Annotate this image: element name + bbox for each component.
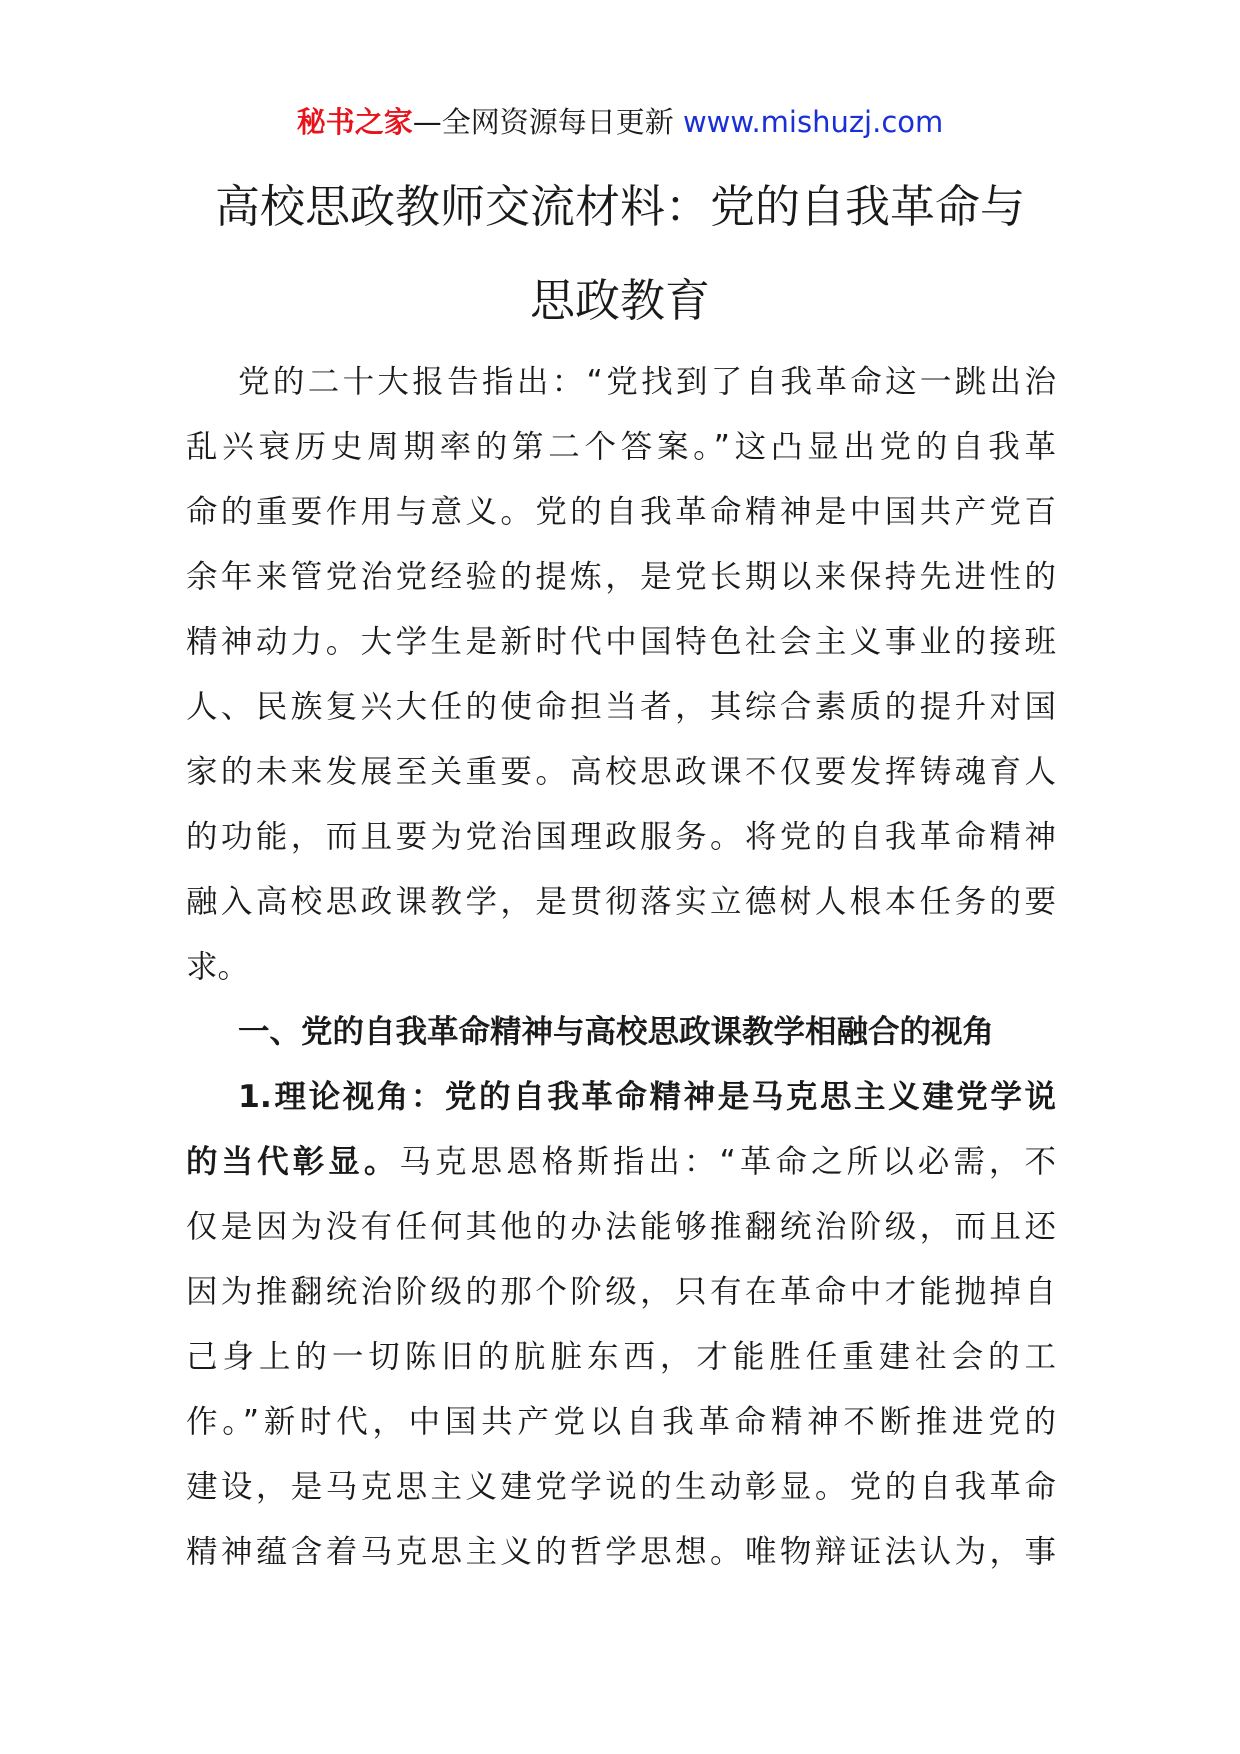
paragraph-line: 求。 <box>186 949 250 985</box>
subheading-line: 1.理论视角：党的自我革命精神是马克思主义建党学说 <box>238 1079 1056 1115</box>
site-header <box>0 100 1240 144</box>
site-url-link[interactable]: www.mishuzj.com <box>682 105 944 139</box>
paragraph-text: 马克思恩格斯指出：“革命之所以必需，不 <box>399 1144 1056 1180</box>
paragraph-line: 仅是因为没有任何其他的办法能够推翻统治阶级，而且还 <box>186 1209 1056 1245</box>
document-title <box>160 160 1080 348</box>
site-tagline: —全网资源每日更新 <box>412 105 683 139</box>
paragraph-line-mixed <box>186 1130 1056 1195</box>
title-line-2: 思政教育 <box>529 274 710 327</box>
site-brand: 秘书之家 <box>296 105 413 139</box>
paragraph-line: 精神蕴含着马克思主义的哲学思想。唯物辩证法认为，事 <box>186 1534 1056 1570</box>
paragraph-theory <box>186 1065 1056 1585</box>
document-body <box>186 350 1056 1585</box>
paragraph-line: 建设，是马克思主义建党学说的生动彰显。党的自我革命 <box>186 1469 1056 1505</box>
paragraph-line: 余年来管党治党经验的提炼，是党长期以来保持先进性的 <box>186 559 1056 595</box>
paragraph-line: 精神动力。大学生是新时代中国特色社会主义事业的接班 <box>186 624 1056 660</box>
paragraph-line: 人、民族复兴大任的使命担当者，其综合素质的提升对国 <box>186 689 1056 725</box>
paragraph-line: 命的重要作用与意义。党的自我革命精神是中国共产党百 <box>186 494 1056 530</box>
paragraph-line: 乱兴衰历史周期率的第二个答案。”这凸显出党的自我革 <box>186 429 1056 465</box>
paragraph-intro <box>186 350 1056 1000</box>
paragraph-line: 家的未来发展至关重要。高校思政课不仅要发挥铸魂育人 <box>186 754 1056 790</box>
paragraph-line: 党的二十大报告指出：“党找到了自我革命这一跳出治 <box>238 364 1056 400</box>
paragraph-line: 己身上的一切陈旧的肮脏东西，才能胜任重建社会的工 <box>186 1339 1056 1375</box>
subheading-tail: 的当代彰显。 <box>186 1144 400 1180</box>
paragraph-line: 作。”新时代，中国共产党以自我革命精神不断推进党的 <box>186 1404 1056 1440</box>
title-line-1: 高校思政教师交流材料：党的自我革命与 <box>214 180 1025 233</box>
paragraph-line: 因为推翻统治阶级的那个阶级，只有在革命中才能抛掉自 <box>186 1274 1056 1310</box>
paragraph-line: 融入高校思政课教学，是贯彻落实立德树人根本任务的要 <box>186 884 1056 920</box>
section-heading: 一、党的自我革命精神与高校思政课教学相融合的视角 <box>238 1014 995 1050</box>
paragraph-line: 的功能，而且要为党治国理政服务。将党的自我革命精神 <box>186 819 1056 855</box>
